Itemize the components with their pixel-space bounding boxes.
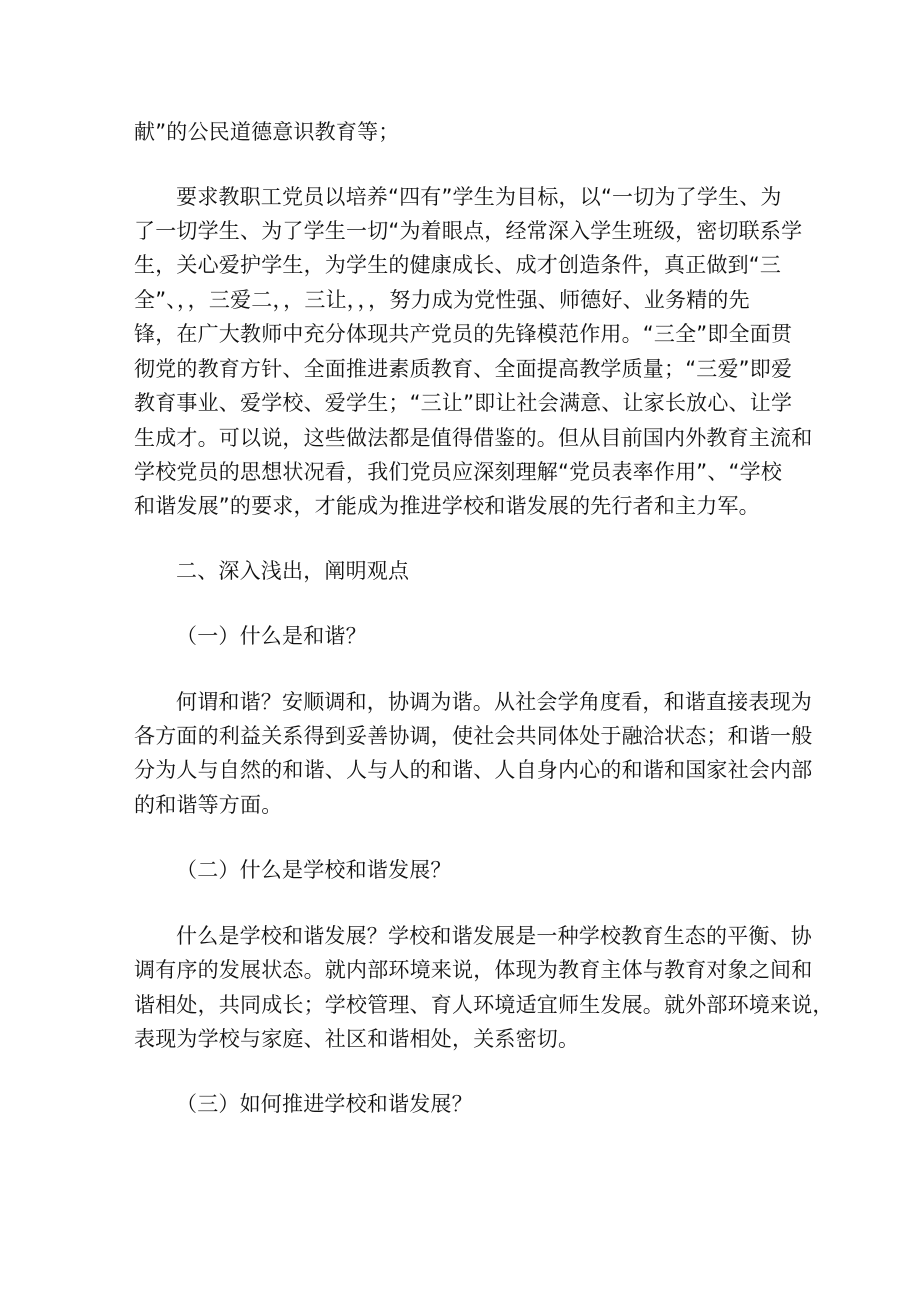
text-line: 各方面的利益关系得到妥善协调，使社会共同体处于融洽状态；和谐一般 (134, 724, 813, 748)
subsection-heading: （二）什么是学校和谐发展？ (176, 858, 452, 882)
text-line: 锋，在广大教师中充分体现共产党员的先锋模范作用。“三全”即全面贯 (134, 322, 793, 346)
text-line: 什么是学校和谐发展？学校和谐发展是一种学校教育生态的平衡、协 (176, 924, 812, 948)
text-line: 分为人与自然的和谐、人与人的和谐、人自身内心的和谐和国家社会内部 (134, 758, 813, 782)
text-line: 生，关心爱护学生，为学生的健康成长、成才创造条件，真正做到“三 (134, 253, 782, 277)
text-line: 谐相处，共同成长；学校管理、育人环境适宜师生发展。就外部环境来说， (134, 993, 834, 1017)
text-line: 的和谐等方面。 (134, 793, 283, 817)
text-line: 学校党员的思想状况看，我们党员应深刻理解“党员表率作用”、“学校 (134, 460, 783, 484)
text-line: 表现为学校与家庭、社区和谐相处，关系密切。 (134, 1027, 580, 1051)
text-line: 了一切学生、为了学生一切“为着眼点，经常深入学生班级，密切联系学 (134, 219, 803, 243)
text-line: 教育事业、爱学校、爱学生；“三让”即让社会满意、让家长放心、让学 (134, 391, 793, 415)
text-line: 生成才。可以说，这些做法都是值得借鉴的。但从目前国内外教育主流和 (134, 426, 813, 450)
subsection-heading: （三）如何推进学校和谐发展？ (176, 1092, 473, 1116)
text-line: 和谐发展”的要求，才能成为推进学校和谐发展的先行者和主力军。 (134, 494, 760, 518)
text-line: 全”、，，三爱二，，三让，，，努力成为党性强、师德好、业务精的先 (134, 288, 750, 312)
text-line: 彻党的教育方针、全面推进素质教育、全面提高教学质量；“三爱”即爱 (134, 357, 793, 381)
section-heading: 二、深入浅出，阐明观点 (176, 559, 410, 583)
text-line: 献”的公民道德意识教育等； (134, 120, 400, 144)
subsection-heading: （一）什么是和谐？ (176, 624, 367, 648)
text-line: 要求教职工党员以培养“四有”学生为目标，以“一切为了学生、为 (176, 185, 782, 209)
text-line: 调有序的发展状态。就内部环境来说，体现为教育主体与教育对象之间和 (134, 958, 813, 982)
text-line: 何谓和谐？安顺调和，协调为谐。从社会学角度看，和谐直接表现为 (176, 690, 812, 714)
